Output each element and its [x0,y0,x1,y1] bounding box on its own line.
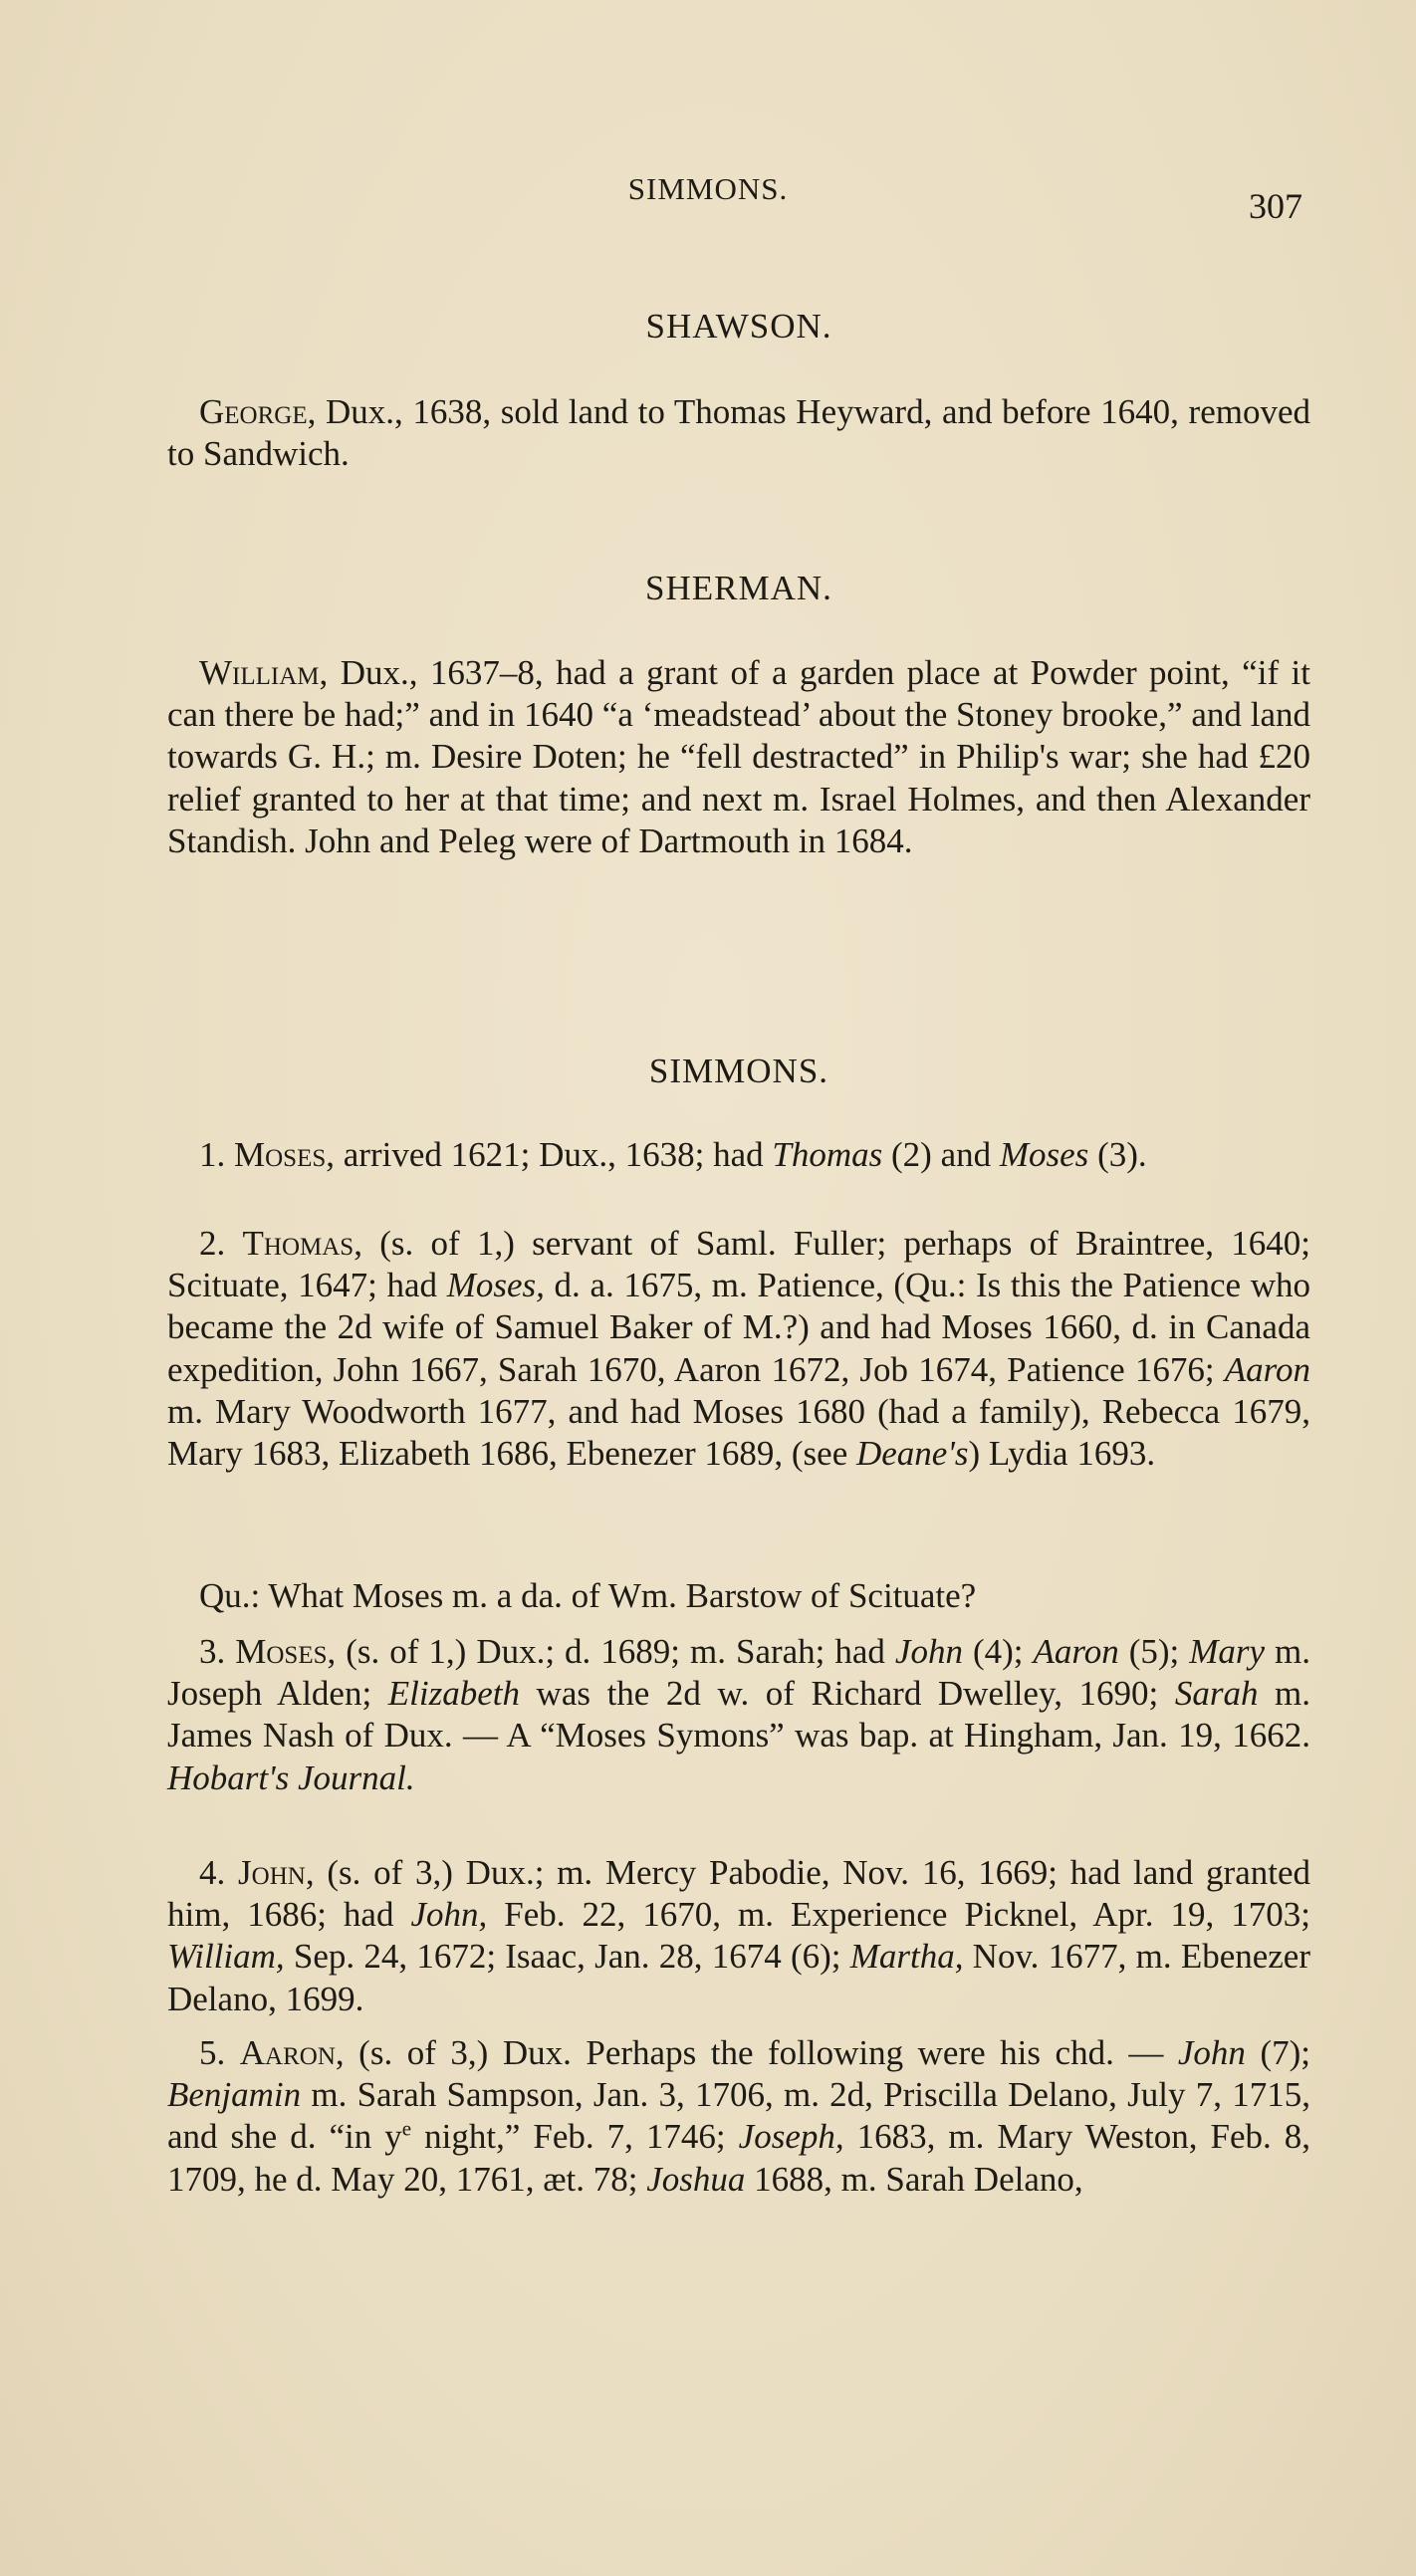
italic-name: Moses [999,1135,1089,1174]
italic-name: Sarah [1174,1674,1259,1714]
entry-number: 5. [199,2033,226,2072]
entry-text: d. a. 1675, m. Patience, (Qu.: Is this the Patience who became the 2d wife of Samuel Baker of M.?) and had Moses 1660, d. in Canada expedition, John 1667, Sarah 1670, Aaron 1672, Job 1674, Patience 1676; [167,1266,1310,1389]
entry-name: William [199,653,320,692]
entry-name: John [238,1853,306,1892]
entry-name: Aaron [239,2033,336,2072]
entry-text: , (s. of 1,) Dux.; d. 1689; m. Sarah; had [327,1632,895,1671]
entry-2-thomas [167,1223,1310,1475]
entry-text: Feb. 22, 1670, m. Experience Picknel, Apr. 19, 1703; [487,1895,1310,1935]
italic-name: John, [410,1895,488,1935]
italic-name: Joshua [646,2159,746,2199]
entry-text: , (s. of 1,) servant of Saml. Fuller; perhaps of Braintree, 1640; Scituate, 1647; had [167,1224,1310,1305]
italic-source: Hobart's Journal. [167,1757,415,1797]
entry-name: Moses [234,1135,327,1174]
italic-name: John [894,1632,963,1671]
italic-name: Aaron [1224,1349,1310,1389]
entry-george-shawson [167,391,1310,475]
italic-name: Aaron [1033,1632,1119,1671]
entry-text: 1683, m. Mary Weston, Feb. 8, 1709, he d. May 20, 1761, æt. 78; [167,2117,1311,2199]
italic-name: Benjamin [167,2075,302,2115]
entry-number: 3. [199,1632,226,1671]
entry-3-moses [167,1631,1310,1799]
entry-text: m. Joseph Alden; [167,1632,1311,1714]
section-title-sherman: SHERMAN. [645,569,832,607]
entry-name: Moses [235,1632,328,1671]
section-title-simmons: SIMMONS. [648,1052,829,1090]
italic-name: John [1177,2033,1246,2072]
entry-text: was the 2d w. of Richard Dwelley, 1690; [519,1674,1175,1714]
italic-name: Martha, [849,1937,964,1977]
entry-text: Sep. 24, 1672; Isaac, Jan. 28, 1674 (6); [284,1937,850,1977]
entry-text: (3). [1088,1135,1147,1174]
italic-name: Thomas [772,1135,883,1174]
entry-text: m. Sarah Sampson, Jan. 3, 1706, m. 2d, Priscilla Delano, July 7, 1715, and she d. “in y [167,2075,1310,2157]
entry-text: m. James Nash of Dux. — A “Moses Symons” was bap. at Hingham, Jan. 19, 1662. [167,1674,1311,1756]
italic-name: Mary [1189,1632,1266,1671]
entry-text: (5); [1118,1632,1190,1671]
entry-name: George [199,392,308,431]
entry-text: , Dux., 1637–8, had a grant of a garden place at Powder point, “if it can there be had;” and in 1640 “a ‘meadstead’ about the Stoney brooke,” and land towards G. H.; m. Desire Doten; he “fell destracted” in Philip's war; she had £20 relief granted to her at that time; and next m. Israel Holmes, and then Alexander Standish. John and Peleg were of Dartmouth in 1684. [167,653,1310,860]
entry-text: , (s. of 3,) Dux. Perhaps the following were his chd. — [335,2033,1178,2072]
italic-name: Elizabeth [387,1674,520,1714]
entry-william-sherman [167,652,1310,862]
entry-number: 1. [199,1135,226,1174]
superscript: e [401,2116,412,2141]
entry-4-john [167,1852,1310,2020]
entry-text: (4); [962,1632,1034,1671]
entry-text: ) Lydia 1693. [968,1434,1156,1474]
entry-1-moses [167,1134,1310,1176]
entry-text: , Dux., 1638, sold land to Thomas Heyward, and before 1640, removed to Sandwich. [167,392,1310,474]
entry-5-aaron [167,2032,1310,2201]
entry-number: 4. [199,1853,226,1892]
entry-text: m. Mary Woodworth 1677, and had Moses 1680 (had a family), Rebecca 1679, Mary 1683, Elizabeth 1686, Ebenezer 1689, (see [167,1391,1310,1474]
section-title-shawson: SHAWSON. [645,307,832,346]
entry-name: Thomas [242,1224,354,1263]
entry-query: Qu.: What Moses m. a da. of Wm. Barstow of Scituate? [199,1576,977,1615]
entry-text: Nov. 1677, m. Ebenezer Delano, 1699. [167,1937,1310,2018]
italic-name: Deane's [856,1434,969,1474]
entry-text: night,” Feb. 7, 1746; [411,2117,739,2157]
entry-text: , (s. of 3,) Dux.; m. Mercy Pabodie, Nov. 16, 1669; had land granted him, 1686; had [167,1853,1311,1935]
entry-text: 1688, m. Sarah Delano, [745,2159,1083,2199]
page-number: 307 [1249,186,1302,226]
italic-name: Joseph, [738,2117,844,2157]
running-head: SIMMONS. [627,171,789,206]
entry-text: (7); [1245,2033,1310,2072]
entry-text: , arrived 1621; Dux., 1638; had [326,1135,773,1174]
entry-number: 2. [199,1224,226,1263]
entry-text: (2) and [882,1135,1000,1174]
italic-name: William, [167,1937,285,1977]
italic-name: Moses, [446,1266,545,1305]
